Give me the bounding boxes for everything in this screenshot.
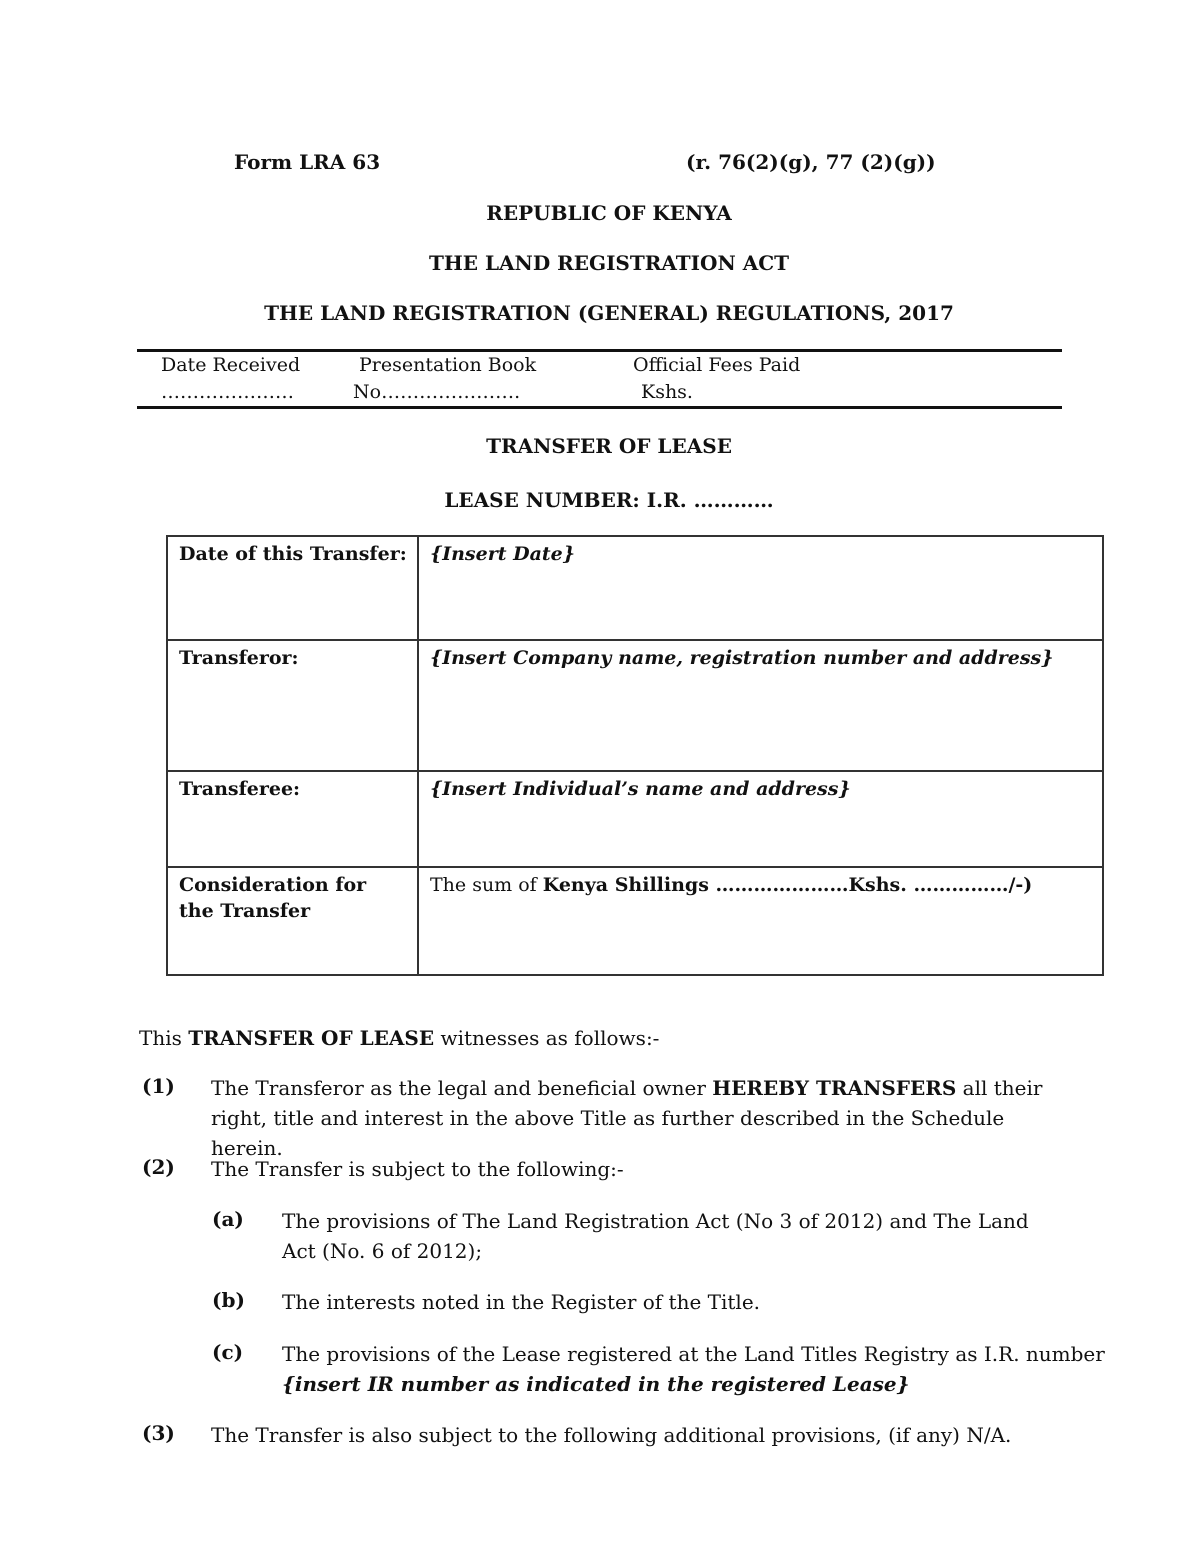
transferor-label: Transferor: xyxy=(167,640,418,771)
clause-2b-text: The interests noted in the Register of the Title. xyxy=(282,1290,761,1314)
clause-2c-number: (c) xyxy=(212,1340,244,1364)
table-row xyxy=(167,536,1103,640)
transferee-label: Transferee: xyxy=(167,771,418,867)
intro-line xyxy=(139,1023,659,1053)
clause-1-pre: The Transferor as the legal and beneficial owner xyxy=(211,1076,713,1100)
official-fees-kshs: Kshs. xyxy=(641,381,693,403)
registry-bottom-rule xyxy=(137,406,1062,409)
date-received-label: Date Received xyxy=(161,354,301,376)
transferee-value: {Insert Individual’s name and address} xyxy=(418,771,1103,867)
lease-number: LEASE NUMBER: I.R. ………… xyxy=(444,488,774,512)
consideration-value xyxy=(418,867,1103,975)
transferor-value: {Insert Company name, registration number and address} xyxy=(418,640,1103,771)
intro-bold: TRANSFER OF LEASE xyxy=(188,1026,435,1050)
clause-2b-number: (b) xyxy=(212,1288,245,1312)
table-row xyxy=(167,771,1103,867)
clause-1-number: (1) xyxy=(142,1074,175,1098)
clause-2a-text: The provisions of The Land Registration Act (No 3 of 2012) and The Land Act (No. 6 of 2012); xyxy=(282,1209,1029,1263)
clause-2c-placeholder: {insert IR number as indicated in the registered Lease} xyxy=(282,1372,910,1396)
form-number: Form LRA 63 xyxy=(234,150,381,174)
document-title: TRANSFER OF LEASE xyxy=(486,434,732,458)
presentation-book-number: No…………………. xyxy=(353,381,521,403)
regulations-heading: THE LAND REGISTRATION (GENERAL) REGULATIONS, 2017 xyxy=(264,301,954,325)
clause-1-text xyxy=(211,1073,1071,1163)
rule-reference: (r. 76(2)(g), 77 (2)(g)) xyxy=(686,150,936,174)
republic-heading: REPUBLIC OF KENYA xyxy=(486,201,732,225)
clause-3-text: The Transfer is also subject to the following additional provisions, (if any) N/A. xyxy=(211,1423,1012,1447)
act-heading: THE LAND REGISTRATION ACT xyxy=(428,251,790,275)
clause-2a-number: (a) xyxy=(212,1207,244,1231)
transfer-details-table xyxy=(166,535,1104,976)
consideration-prefix: The sum of xyxy=(430,874,543,896)
clause-2-number: (2) xyxy=(142,1155,175,1179)
intro-prefix: This xyxy=(139,1026,189,1050)
consideration-label: Consideration for the Transfer xyxy=(167,867,418,975)
clause-1-bold: HEREBY TRANSFERS xyxy=(712,1076,957,1100)
date-label: Date of this Transfer: xyxy=(167,536,418,640)
official-fees-label: Official Fees Paid xyxy=(633,354,801,376)
table-row xyxy=(167,640,1103,771)
consideration-amount: Kenya Shillings …………………Kshs. ……………/-) xyxy=(542,874,1033,896)
clause-2c-text: The provisions of the Lease registered at the Land Titles Registry as I.R. number xyxy=(282,1342,1105,1366)
clause-3-number: (3) xyxy=(142,1421,175,1445)
registry-top-rule xyxy=(137,349,1062,352)
date-value: {Insert Date} xyxy=(418,536,1103,640)
intro-suffix: witnesses as follows:- xyxy=(434,1026,660,1050)
clause-1-post: all their right, title and interest in the above Title as further described in the Schedule herein. xyxy=(211,1076,1043,1160)
date-received-dots: ………………… xyxy=(161,381,294,403)
presentation-book-label: Presentation Book xyxy=(359,354,537,376)
clause-2-text: The Transfer is subject to the following:- xyxy=(211,1157,624,1181)
table-row xyxy=(167,867,1103,975)
